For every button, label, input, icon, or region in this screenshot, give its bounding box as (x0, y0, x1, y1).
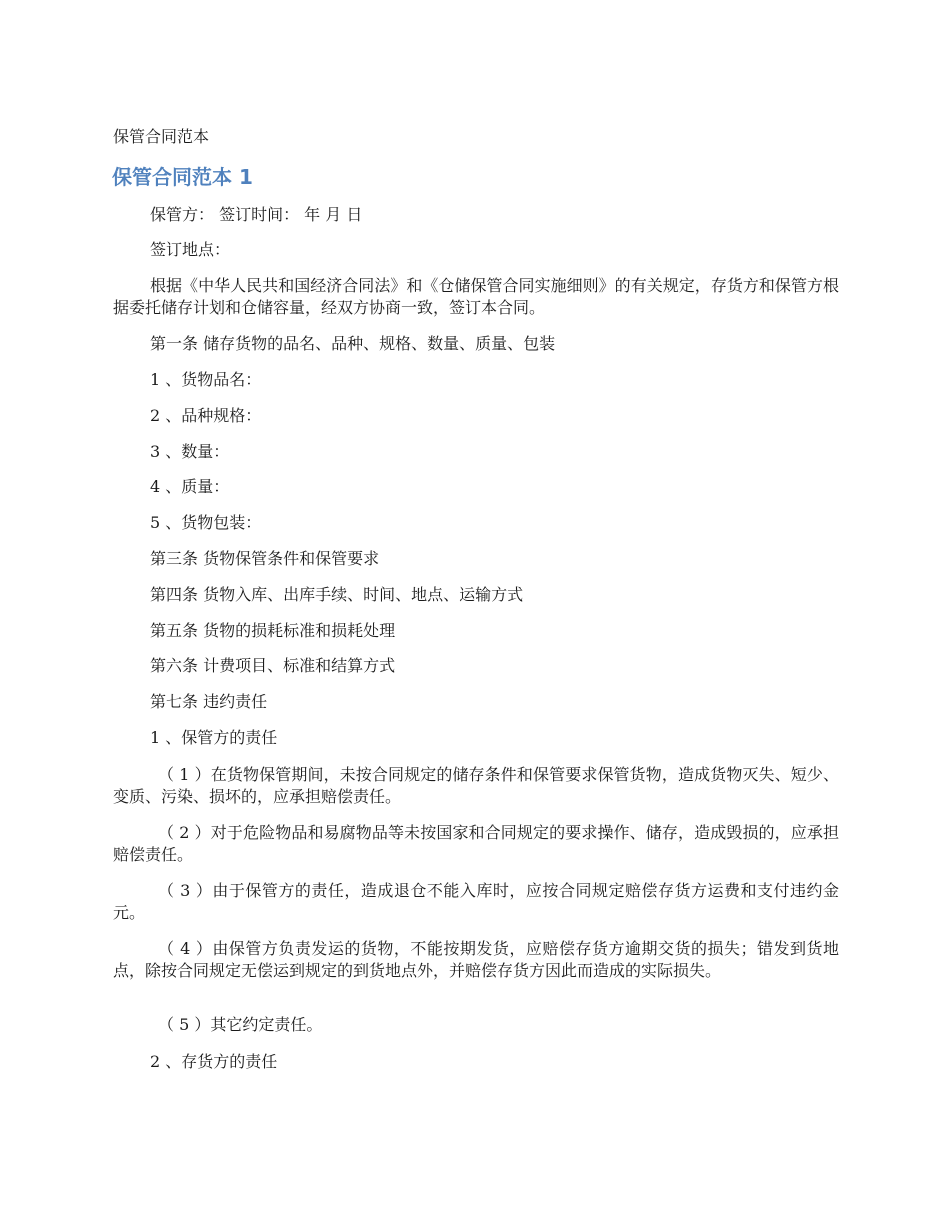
paragraph-location: 签订地点： (150, 240, 231, 259)
paragraph-article-3: 第三条 货物保管条件和保管要求 (150, 549, 380, 568)
paragraph-depositor-duty: 2 、存货方的责任 (150, 1052, 278, 1071)
paragraph-clause-1: （ 1 ）在货物保管期间，未按合同规定的储存条件和保管要求保管货物，造成货物灭失、短少、变质、污染、损坏的，应承担赔偿责任。 (113, 765, 839, 806)
paragraph-preamble: 根据《中华人民共和国经济合同法》和《仓储保管合同实施细则》的有关规定，存货方和保管方根据委托储存计划和仓储容量，经双方协商一致，签订本合同。 (113, 276, 839, 317)
paragraph-article-7: 第七条 违约责任 (150, 692, 268, 711)
paragraph-article-6: 第六条 计费项目、标准和结算方式 (150, 656, 396, 675)
paragraph-custodian-duty: 1 、保管方的责任 (150, 728, 278, 747)
paragraph-item-2: 2 、品种规格： (150, 406, 262, 425)
paragraph-article-5: 第五条 货物的损耗标准和损耗处理 (150, 621, 396, 640)
paragraph-item-4: 4 、质量： (150, 477, 230, 496)
paragraph-clause-3: （ 3 ）由于保管方的责任，造成退仓不能入库时，应按合同规定赔偿存货方运费和支付违约金 元。 (113, 881, 839, 922)
document-title: 保管合同范本 (113, 127, 210, 146)
paragraph-article-1: 第一条 储存货物的品名、品种、规格、数量、质量、包装 (150, 334, 556, 353)
paragraph-party-date: 保管方： 签订时间： 年 月 日 (150, 205, 363, 224)
paragraph-clause-4: （ 4 ）由保管方负责发运的货物，不能按期发货，应赔偿存货方逾期交货的损失；错发到货地点，除按合同规定无偿运到规定的到货地点外，并赔偿存货方因此而造成的实际损失。 (113, 939, 839, 980)
paragraph-article-4: 第四条 货物入库、出库手续、时间、地点、运输方式 (150, 585, 524, 604)
paragraph-clause-2: （ 2 ）对于危险物品和易腐物品等未按国家和合同规定的要求操作、储存，造成毁损的，应承担赔偿责任。 (113, 823, 839, 864)
paragraph-item-3: 3 、数量： (150, 442, 230, 461)
paragraph-item-5: 5 、货物包装： (150, 513, 262, 532)
paragraph-clause-5: （ 5 ）其它约定责任。 (158, 1015, 323, 1034)
section-heading: 保管合同范本 1 (112, 165, 253, 189)
paragraph-item-1: 1 、货物品名： (150, 370, 262, 389)
